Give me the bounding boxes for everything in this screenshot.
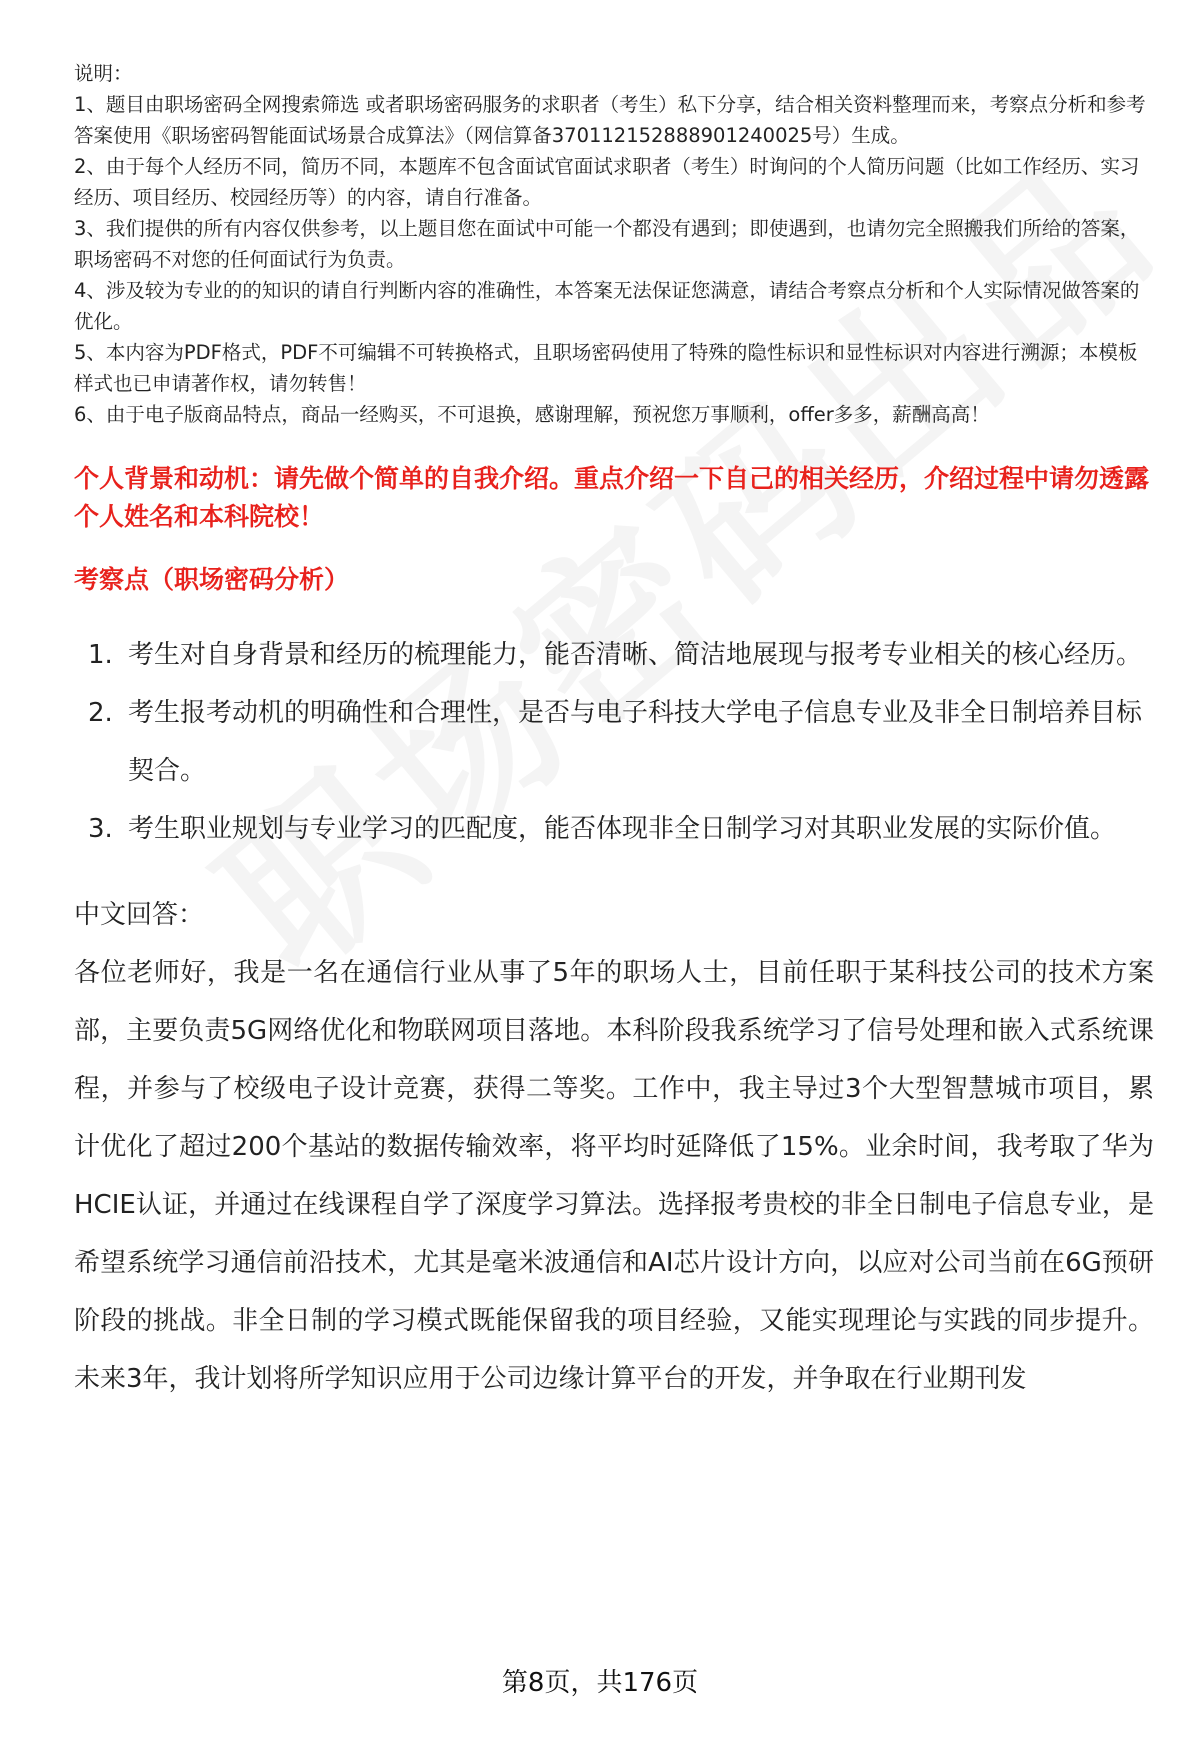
- notes-item: 1、题目由职场密码全网搜索筛选 或者职场密码服务的求职者（考生）私下分享，结合相关资料整理而来，考察点分析和参考答案使用《职场密码智能面试场景合成算法》（网信算备370112152888901240025号）生成。: [74, 93, 1146, 147]
- notes-item: 3、我们提供的所有内容仅供参考，以上题目您在面试中可能一个都没有遇到；即使遇到，也请勿完全照搬我们所给的答案，职场密码不对您的任何面试行为负责。: [74, 217, 1140, 271]
- notes-item: 4、涉及较为专业的的知识的请自行判断内容的准确性，本答案无法保证您满意，请结合考察点分析和个人实际情况做答案的优化。: [74, 279, 1140, 333]
- list-item: [74, 684, 1154, 800]
- list-item-text: 考生对自身背景和经历的梳理能力，能否清晰、简洁地展现与报考专业相关的核心经历。: [128, 640, 1143, 670]
- list-item: [74, 800, 1154, 858]
- answer-text: 各位老师好，我是一名在通信行业从事了5年的职场人士，目前任职于某科技公司的技术方案部，主要负责5G网络优化和物联网项目落地。本科阶段我系统学习了信号处理和嵌入式系统课程，并参与了校级电子设计竞赛，获得二等奖。工作中，我主导过3个大型智慧城市项目，累计优化了超过200个基站的数据传输效率，将平均时延降低了15%。业余时间，我考取了华为HCIE认证，并通过在线课程自学了深度学习算法。选择报考贵校的非全日制电子信息专业，是希望系统学习通信前沿技术，尤其是毫米波通信和AI芯片设计方向，以应对公司当前在6G预研阶段的挑战。非全日制的学习模式既能保留我的项目经验，又能实现理论与实践的同步提升。未来3年，我计划将所学知识应用于公司边缘计算平台的开发，并争取在行业期刊发: [74, 958, 1154, 1394]
- list-item-number: 1.: [88, 640, 113, 670]
- page-footer: 第8页，共176页: [501, 1668, 699, 1698]
- list-item-text: 考生职业规划与专业学习的匹配度，能否体现非全日制学习对其职业发展的实际价值。: [128, 814, 1117, 844]
- answer-label: 中文回答：: [74, 900, 205, 930]
- notes-section: [74, 58, 1154, 430]
- document-page: [74, 58, 1154, 1408]
- list-item-number: 2.: [88, 698, 113, 728]
- notes-heading: 说明：: [74, 62, 133, 85]
- notes-item: 6、由于电子版商品特点，商品一经购买，不可退换，感谢理解，预祝您万事顺利，offer多多，薪酬高高！: [74, 403, 990, 426]
- list-item: [74, 626, 1154, 684]
- list-item-text: 考生报考动机的明确性和合理性，是否与电子科技大学电子信息专业及非全日制培养目标契合。: [128, 698, 1143, 786]
- points-list: [74, 626, 1154, 858]
- question-heading: 个人背景和动机：请先做个简单的自我介绍。重点介绍一下自己的相关经历，介绍过程中请勿透露个人姓名和本科院校！: [74, 464, 1150, 531]
- points-title: 考察点（职场密码分析）: [74, 565, 350, 594]
- notes-item: 5、本内容为PDF格式，PDF不可编辑不可转换格式，且职场密码使用了特殊的隐性标识和显性标识对内容进行溯源；本模板样式也已申请著作权，请勿转售！: [74, 341, 1138, 395]
- notes-item: 2、由于每个人经历不同，简历不同，本题库不包含面试官面试求职者（考生）时询问的个人简历问题（比如工作经历、实习经历、项目经历、校园经历等）的内容，请自行准备。: [74, 155, 1140, 209]
- list-item-number: 3.: [88, 814, 113, 844]
